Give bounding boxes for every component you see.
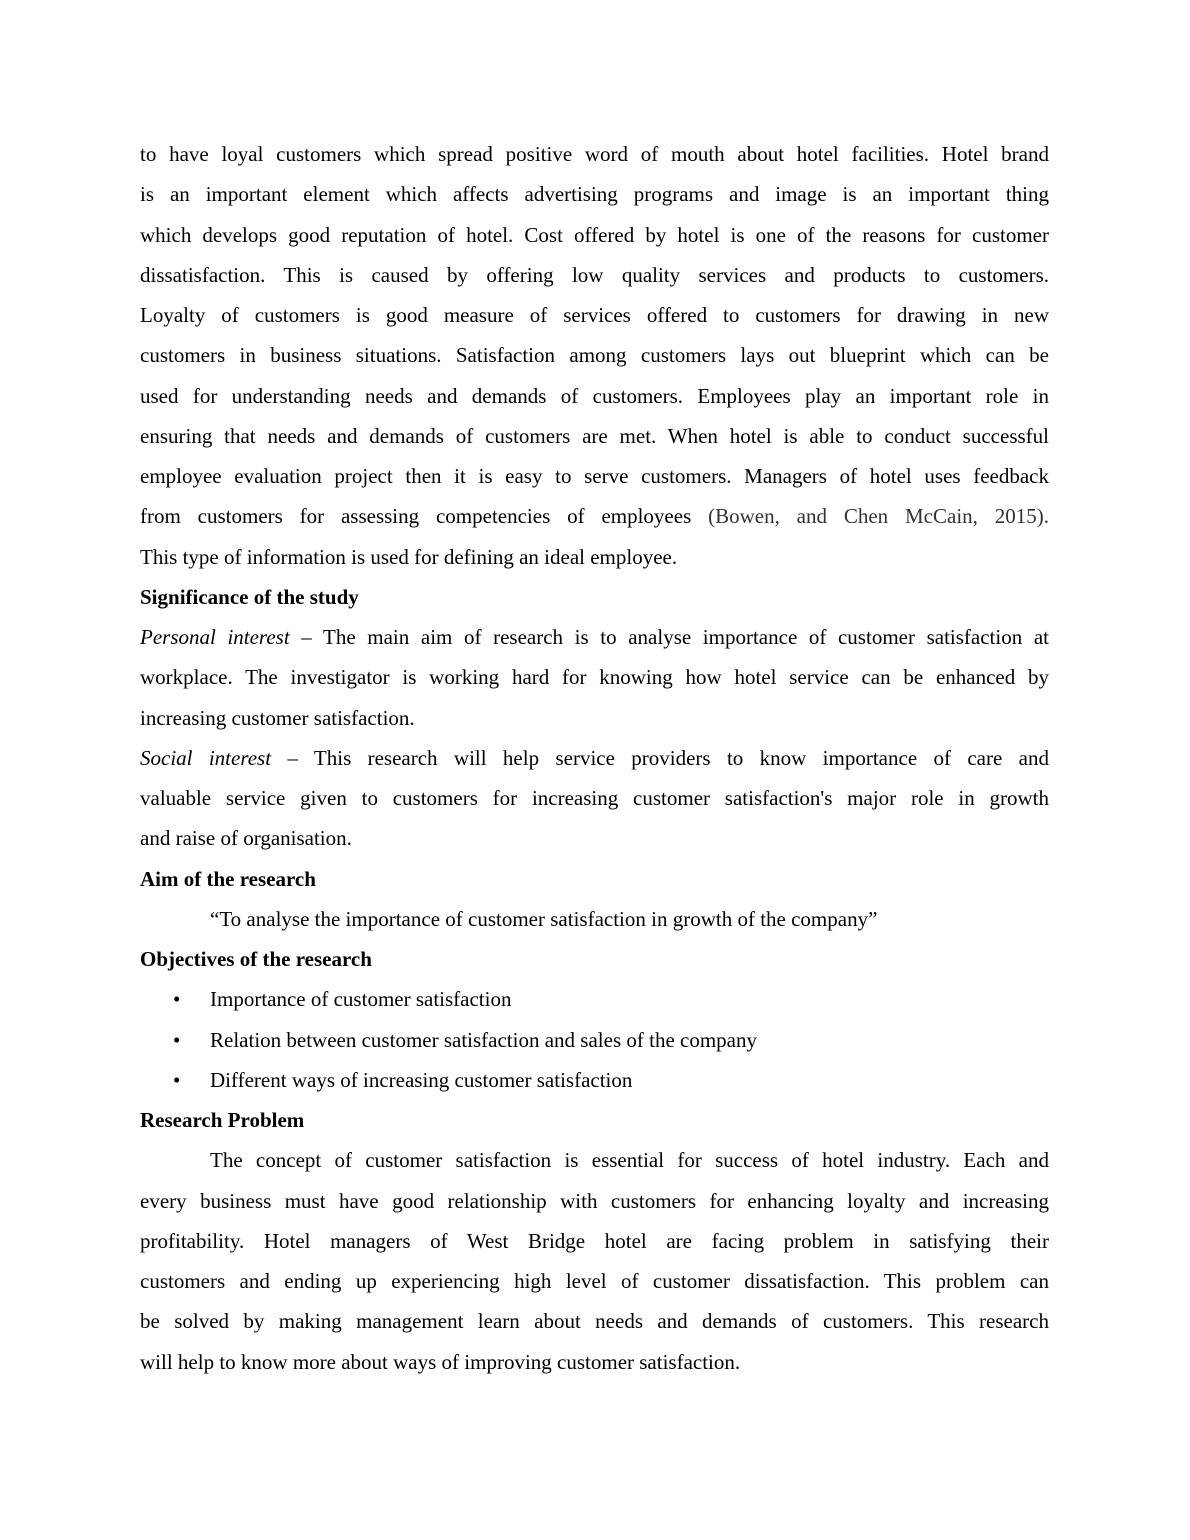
text-line: ensuring that needs and demands of customers are met. When hotel is able to conduct successful	[140, 423, 1049, 448]
objective-text: Importance of customer satisfaction	[210, 987, 512, 1012]
text-line: which develops good reputation of hotel. Cost offered by hotel is one of the reasons for customer	[140, 222, 1049, 247]
line-text: – This research will help service providers to know importance of care and	[271, 745, 1049, 770]
bullet-icon: •	[173, 987, 181, 1012]
text-line: The concept of customer satisfaction is essential for success of hotel industry. Each and	[210, 1148, 1049, 1173]
section-heading-aim: Aim of the research	[140, 866, 316, 891]
text-line: workplace. The investigator is working hard for knowing how hotel service can be enhanced by	[140, 665, 1049, 690]
section-heading-problem: Research Problem	[140, 1108, 305, 1132]
text-line: customers and ending up experiencing high level of customer dissatisfaction. This problem can	[140, 1269, 1049, 1293]
line-text: from customers for assessing competencies of employees	[140, 504, 692, 529]
text-line: every business must have good relationship with customers for enhancing loyalty and increasing	[140, 1188, 1049, 1213]
section-heading-objectives: Objectives of the research	[140, 947, 372, 971]
text-line	[140, 496, 1049, 536]
objective-item	[140, 1020, 1049, 1060]
document-page	[140, 134, 1049, 1382]
text-line	[140, 617, 1049, 657]
social-interest-label: Social interest	[140, 745, 272, 770]
objective-text: Different ways of increasing customer satisfaction	[210, 1067, 633, 1092]
text-line: This type of information is used for defining an ideal employee.	[140, 544, 678, 569]
line-text: – The main aim of research is to analyse importance of customer satisfaction at	[289, 625, 1049, 649]
text-line	[140, 738, 1049, 778]
text-line: will help to know more about ways of improving customer satisfaction.	[140, 1349, 741, 1374]
text-line: be solved by making management learn about needs and demands of customers. This research	[140, 1309, 1049, 1334]
text-line: is an important element which affects advertising programs and image is an important thing	[140, 182, 1049, 207]
text-line: customers in business situations. Satisfaction among customers lays out blueprint which can be	[140, 343, 1049, 368]
objective-item	[140, 979, 1049, 1019]
objective-item	[140, 1060, 1049, 1100]
text-line: increasing customer satisfaction.	[140, 705, 415, 730]
text-line: employee evaluation project then it is easy to serve customers. Managers of hotel uses feedback	[140, 464, 1049, 488]
text-line: to have loyal customers which spread positive word of mouth about hotel facilities. Hotel brand	[140, 142, 1049, 166]
text-line: used for understanding needs and demands of customers. Employees play an important role in	[140, 383, 1049, 408]
intro-paragraph	[140, 134, 1049, 577]
citation: (Bowen, and Chen McCain, 2015).	[708, 504, 1049, 529]
bullet-icon: •	[173, 1067, 181, 1092]
section-heading-significance: Significance of the study	[140, 584, 359, 609]
text-line: Loyalty of customers is good measure of services offered to customers for drawing in new	[140, 303, 1049, 327]
personal-interest-label: Personal interest	[140, 625, 290, 649]
text-line: and raise of organisation.	[140, 826, 352, 851]
objective-text: Relation between customer satisfaction and sales of the company	[210, 1027, 757, 1052]
aim-statement: “To analyse the importance of customer satisfaction in growth of the company”	[210, 906, 878, 931]
bullet-icon: •	[173, 1027, 181, 1052]
text-line: profitability. Hotel managers of West Bridge hotel are facing problem in satisfying their	[140, 1228, 1049, 1253]
text-line: dissatisfaction. This is caused by offering low quality services and products to customers.	[140, 262, 1049, 287]
text-line: valuable service given to customers for increasing customer satisfaction's major role in growth	[140, 786, 1049, 810]
